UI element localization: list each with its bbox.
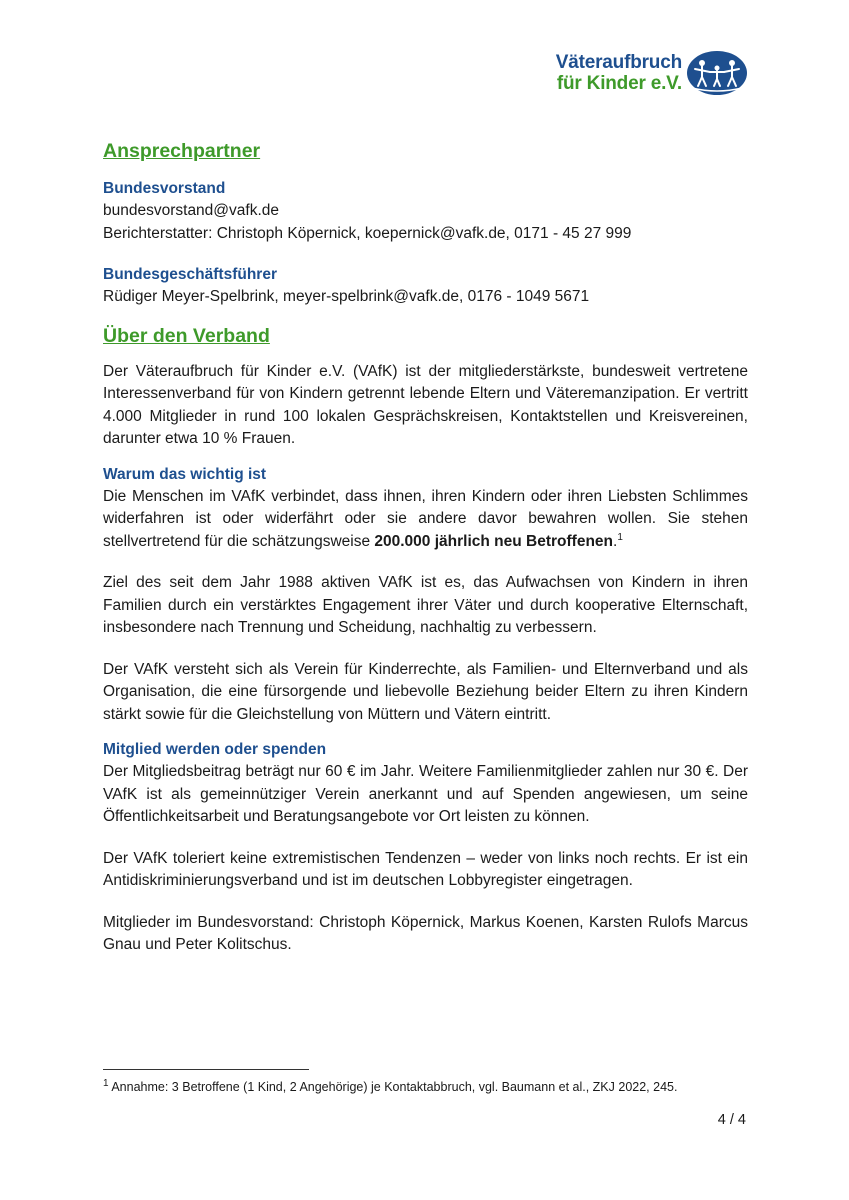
why-paragraph [103, 486, 748, 554]
membership-heading: Mitglied werden oder spenden [103, 741, 327, 758]
why-heading: Warum das wichtig ist [103, 465, 267, 483]
footnote [103, 1078, 677, 1096]
footnote-reference: 1 [617, 531, 623, 543]
goal-paragraph: Ziel des seit dem Jahr 1988 aktiven VAfK ist es, das Aufwachsen von Kindern in ihren Familien durch ein verstärktes Engagement ihrer Väter und durch kooperative Elternschaft, insbesondere nach Trennung und Scheidung, nachhaltig zu verbessern. [103, 574, 748, 636]
why-text: Die Menschen im VAfK verbindet, dass ihnen, ihren Kindern oder ihren Liebsten Schlimmes widerfahren ist oder widerfährt oder sie andere davor bewahren wollen. Sie stehen stellvertretend für die schätzungsweise [103, 487, 748, 550]
board-email: bundesvorstand@vafk.de [103, 202, 280, 219]
contacts-heading: Ansprechpartner [103, 140, 261, 162]
vafk-logo [548, 50, 748, 100]
family-emblem-icon [686, 50, 748, 96]
document-body [103, 138, 748, 957]
why-bold-text: 200.000 jährlich neu Betroffenen [374, 532, 613, 550]
self-image-paragraph: Der VAfK versteht sich als Verein für Kinderrechte, als Familien- und Elternverband und als Organisation, die eine fürsorgende und liebevolle Beziehung beider Eltern zu ihren Kindern stärkt sowie für die Gleichstellung von Müttern und Vätern eintritt. [103, 660, 748, 723]
manager-heading: Bundesgeschäftsführer [103, 266, 277, 283]
footnote-number: 1 [103, 1077, 109, 1089]
logo-line-1: Väteraufbruch [555, 52, 682, 73]
board-heading: Bundesvorstand [103, 180, 226, 197]
board-reporter: Berichterstatter: Christoph Köpernick, koepernick@vafk.de, 0171 - 45 27 999 [103, 224, 632, 242]
logo-line-2: für Kinder e.V. [556, 73, 682, 94]
about-heading: Über den Verband [103, 324, 270, 347]
about-intro: Der Väteraufbruch für Kinder e.V. (VAfK) ist der mitgliederstärkste, bundesweit vertretene Interessenverband für von Kindern getrennt lebende Eltern und Väteremanzipation. Er vertritt 4.000 Mitglieder in rund 100 lokalen Gesprächskreisen, Kontaktstellen und Kreisvereinen, darunter etwa 10 % Frauen. [103, 362, 748, 447]
tolerance-paragraph: Der VAfK toleriert keine extremistischen Tendenzen – weder von links noch rechts. Er ist ein Antidiskriminierungsverband und ist im deutschen Lobbyregister eingetragen. [103, 849, 748, 889]
board-members-paragraph: Mitglieder im Bundesvorstand: Christoph Köpernick, Markus Koenen, Karsten Rulofs Marcus Gnau und Peter Kolitschus. [103, 913, 748, 953]
footnote-divider [103, 1069, 309, 1070]
why-text-end: . [613, 532, 618, 550]
footnote-text: Annahme: 3 Betroffene (1 Kind, 2 Angehörige) je Kontaktabbruch, vgl. Baumann et al., ZKJ 2022, 245. [108, 1080, 678, 1094]
logo-wordmark [556, 52, 682, 94]
page-number: 4 / 4 [717, 1112, 746, 1128]
membership-paragraph: Der Mitgliedsbeitrag beträgt nur 60 € im Jahr. Weitere Familienmitglieder zahlen nur 30 €. Der VAfK ist als gemeinnütziger Verein anerkannt und auf Spenden angewiesen, um seine Öffentlichkeitsarbeit und Beratungsangebote vor Ort leisten zu können. [103, 763, 748, 825]
manager-info: Rüdiger Meyer-Spelbrink, meyer-spelbrink@vafk.de, 0176 - 1049 5671 [103, 288, 590, 305]
